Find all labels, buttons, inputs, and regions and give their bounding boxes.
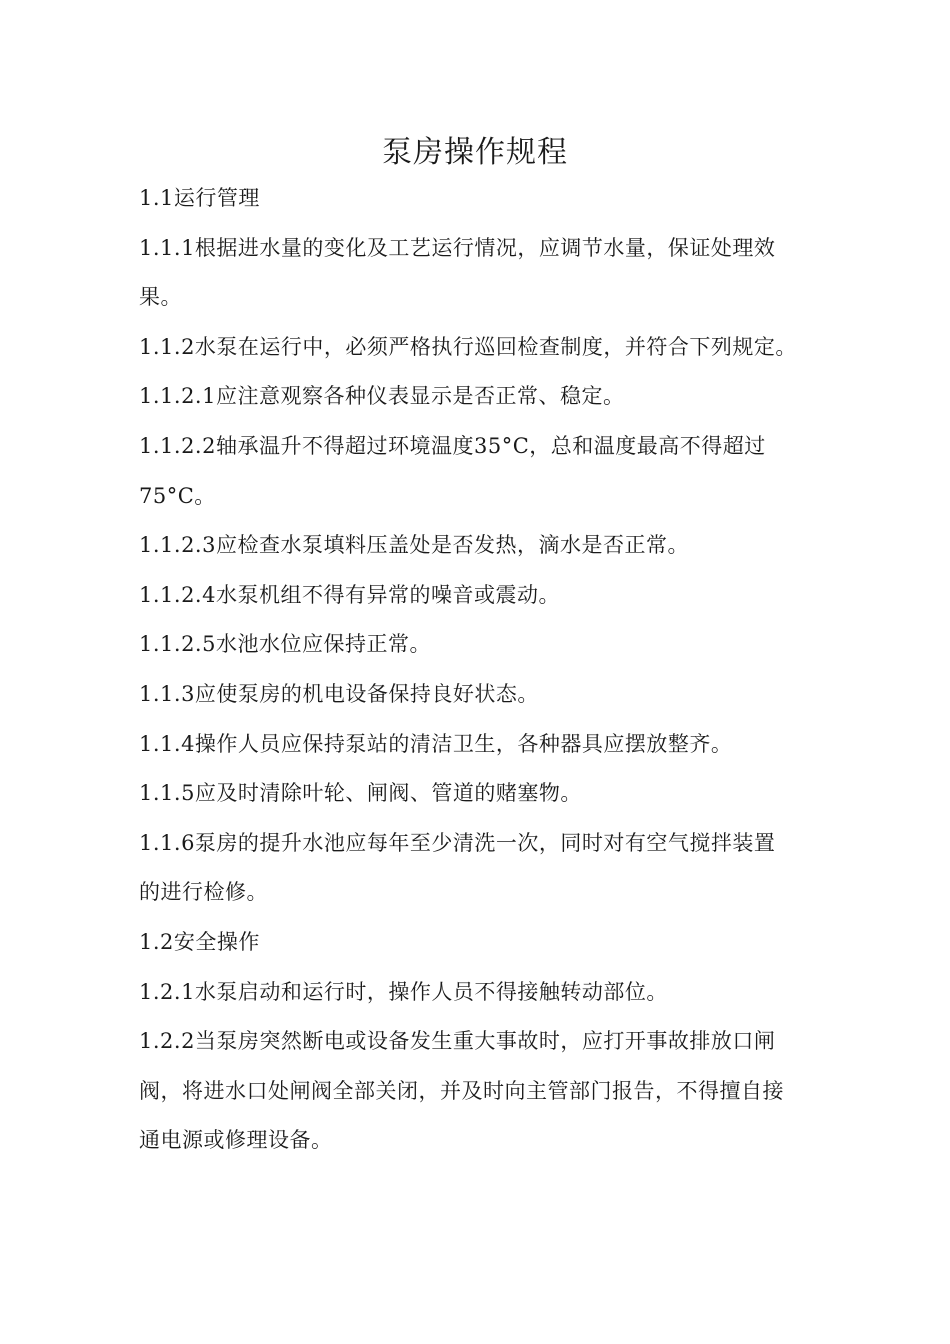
text-line: 1.1运行管理 xyxy=(139,186,260,210)
text-line: 1.1.3应使泵房的机电设备保持良好状态。 xyxy=(139,681,539,706)
text-line: 1.1.4操作人员应保持泵站的清洁卫生，各种器具应摆放整齐。 xyxy=(139,731,733,756)
text-line: 1.1.1根据进水量的变化及工艺运行情况，应调节水量，保证处理效 xyxy=(139,235,776,260)
text-line: 1.1.2.2轴承温升不得超过环境温度35°C，总和温度最高不得超过 xyxy=(139,433,766,458)
text-line: 1.1.2.3应检查水泵填料压盖处是否发热，滴水是否正常。 xyxy=(139,533,689,558)
document-body xyxy=(139,174,814,1166)
text-line: 75°C。 xyxy=(139,483,216,508)
text-line: 1.1.2.5水池水位应保持正常。 xyxy=(139,632,431,657)
text-line: 阀，将进水口处闸阀全部关闭，并及时向主管部门报告，不得擅自接 xyxy=(139,1078,784,1103)
document-title: 泵房操作规程 xyxy=(382,135,568,170)
text-line: 1.2.1水泵启动和运行时，操作人员不得接触转动部位。 xyxy=(139,979,668,1004)
text-line: 1.1.2.4水泵机组不得有异常的噪音或震动。 xyxy=(139,582,560,607)
text-line: 1.1.2水泵在运行中，必须严格执行巡回检查制度，并符合下列规定。 xyxy=(139,334,797,359)
text-line: 通电源或修理设备。 xyxy=(139,1128,333,1153)
text-line: 1.1.5应及时清除叶轮、闸阀、管道的赌塞物。 xyxy=(139,781,582,806)
text-line: 1.2安全操作 xyxy=(139,929,260,954)
text-line: 1.1.2.1应注意观察各种仪表显示是否正常、稳定。 xyxy=(139,384,625,409)
text-line: 果。 xyxy=(139,285,182,310)
text-line: 1.2.2当泵房突然断电或设备发生重大事故时，应打开事故排放口闸 xyxy=(139,1029,776,1054)
text-line: 的进行检修。 xyxy=(139,880,268,905)
text-line: 1.1.6泵房的提升水池应每年至少清洗一次，同时对有空气搅拌装置 xyxy=(139,830,776,855)
